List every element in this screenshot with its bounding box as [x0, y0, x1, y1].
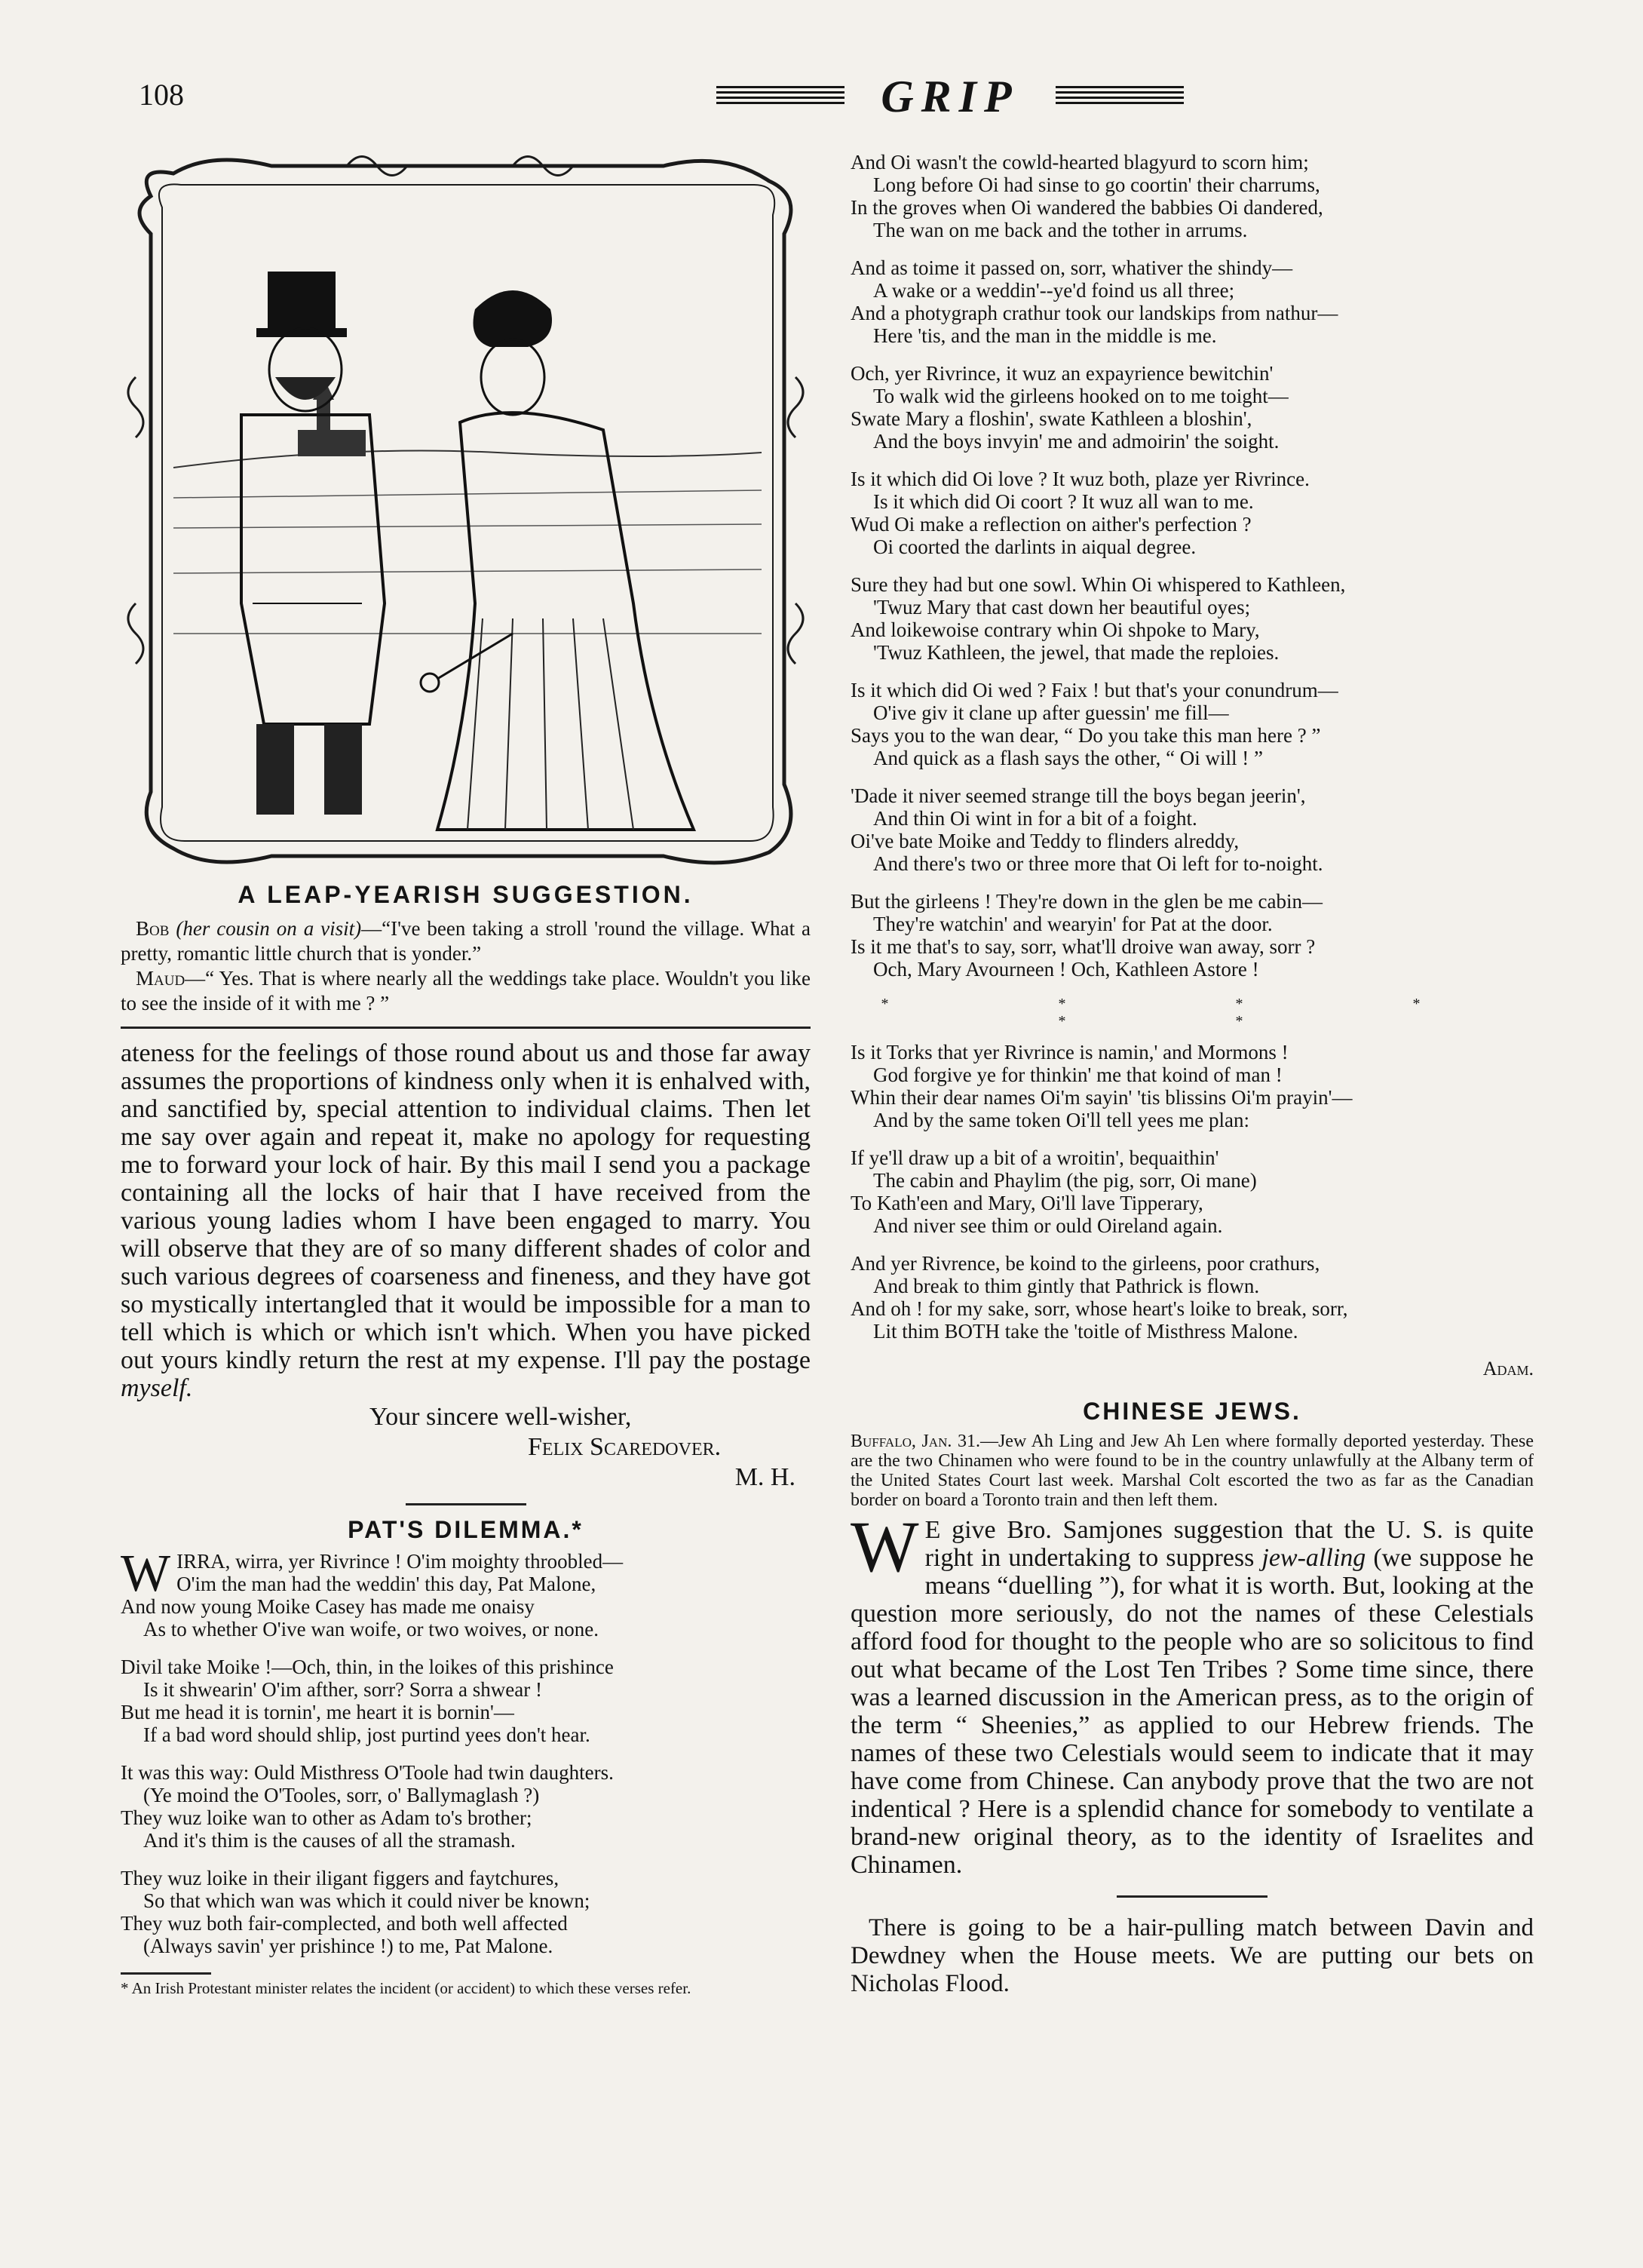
poem-line: Says you to the wan dear, “ Do you take this man here ? ” [851, 724, 1321, 747]
dropcap: W [851, 1506, 919, 1587]
poem-line: It was this way: Ould Misthress O'Toole had twin daughters. [121, 1761, 614, 1784]
pats-dilemma-stanzas-right [851, 151, 1534, 1343]
poem-stanza [851, 1252, 1534, 1343]
left-column [121, 151, 811, 1997]
poem-stanza [851, 890, 1534, 981]
letter-text: ateness for the feelings of those round about us and those far away assumes the proportions of kindness only when it is enhalved with, and sanctified by, special attention to individual claims. Then let me say over again and repeat it, make no apology for requesting me to forward your lock of hair. By this mail I send you a package containing all the locks of hair that I have received from the various young ladies whom I have been engaged to marry. You will observe that they are of so many different shades of color and such various degrees of coarseness and fineness, and they have got so mystically intertangled that it would be impossible for a man to tell which is which or which isn't which. When you have picked out yours kindly return the rest at my expense. I'll pay the postage [121, 1039, 811, 1374]
poem-line: Lit thim BOTH take the 'toitle of Misthress Malone. [873, 1320, 1298, 1343]
cartoon-caption-maud [121, 966, 811, 1016]
page-header [121, 66, 1538, 134]
masthead [716, 66, 1184, 127]
closing-note: There is going to be a hair-pulling match between Davin and Dewdney when the House meets. We are putting our bets on Nicholas Flood. [851, 1914, 1534, 1997]
poem-line: They're watchin' and wearyin' for Pat at the door. [873, 913, 1273, 935]
poem-stanza [121, 1545, 811, 1640]
poem-line: And oh ! for my sake, sorr, whose heart's loike to break, sorr, [851, 1297, 1348, 1320]
figure-man [241, 272, 385, 815]
poem-stanza [851, 468, 1534, 558]
pats-dilemma-stanzas-left [121, 1545, 811, 1957]
letter-signer: Felix Scaredover. [528, 1433, 722, 1461]
poem-line: If a bad word should shlip, jost purtind yees don't hear. [143, 1723, 590, 1746]
figure-woman [421, 290, 694, 830]
poem-line: Swate Mary a floshin', swate Kathleen a bloshin', [851, 407, 1252, 430]
poem-line: And as toime it passed on, sorr, whativer the shindy— [851, 256, 1293, 279]
poem-line: Is it which did Oi coort ? It wuz all wan to me. [873, 490, 1254, 513]
poem-line: The cabin and Phaylim (the pig, sorr, Oi mane) [873, 1169, 1257, 1192]
maud-line: —“ Yes. That is where nearly all the weddings take place. Wouldn't you like to see the inside of it with me ? ” [121, 967, 811, 1014]
poem-line: Divil take Moike !—Och, thin, in the loikes of this prishince [121, 1656, 614, 1678]
poem-stanza [851, 573, 1534, 664]
letter-closing: Your sincere well-wisher, [369, 1403, 632, 1431]
page-number: 108 [139, 78, 184, 112]
poem-line: But me head it is tornin', me heart it is bornin'— [121, 1701, 514, 1723]
poem-line: Oi coorted the darlints in aiqual degree. [873, 536, 1197, 558]
divider [1117, 1895, 1268, 1898]
poem-author: Adam. [1482, 1358, 1534, 1380]
poem-line: And loikewoise contrary whin Oi shpoke to Mary, [851, 618, 1260, 641]
poem-line: They wuz both fair-complected, and both well affected [121, 1912, 568, 1935]
poem-line: They wuz loike in their iligant figgers and faytchures, [121, 1867, 559, 1889]
poem-line: 'Twuz Mary that cast down her beautiful oyes; [873, 596, 1251, 618]
poem-line: A wake or a weddin'--ye'd foind us all three; [873, 279, 1235, 302]
poem-line: The wan on me back and the tother in arrums. [873, 219, 1248, 241]
poem-line: And by the same token Oi'll tell yees me plan: [873, 1109, 1249, 1131]
letter-emphasis: myself. [121, 1374, 193, 1402]
poem-line: 'Dade it niver seemed strange till the boys began jeerin', [851, 784, 1306, 807]
poem-line: Is it which did Oi wed ? Faix ! but that's your conundrum— [851, 679, 1338, 701]
cartoon-caption-bob [121, 916, 811, 966]
poem-line: And the boys invyin' me and admoirin' the soight. [873, 430, 1280, 453]
poem-line: (Always savin' yer prishince !) to me, Pat Malone. [143, 1935, 553, 1957]
poem-line: As to whether O'ive wan woife, or two woives, or none. [143, 1618, 599, 1640]
poem-line: (Ye moind the O'Tooles, sorr, o' Ballymaglash ?) [143, 1784, 540, 1806]
poem-line: And yer Rivrence, be koind to the girleens, poor crathurs, [851, 1252, 1320, 1275]
stage-direction: (her cousin on a visit) [176, 917, 362, 940]
poem-line: And quick as a flash says the other, “ Oi will ! ” [873, 747, 1264, 769]
poem-line: 'Twuz Kathleen, the jewel, that made the reploies. [873, 641, 1280, 664]
editorial-body [851, 1506, 1534, 1879]
poem-stanza [851, 1146, 1534, 1237]
stanza-separator-stars: * * * * * * [881, 996, 1504, 1030]
poem-line: Is it Torks that yer Rivrince is namin,' and Mormons ! [851, 1041, 1289, 1063]
poem-line: To Kath'een and Mary, Oi'll lave Tipperary, [851, 1192, 1203, 1214]
poem-stanza [121, 1867, 811, 1957]
poem-line: But the girleens ! They're down in the glen be me cabin— [851, 890, 1323, 913]
poem-line: And there's two or three more that Oi left for to-noight. [873, 852, 1323, 875]
poem-stanza [851, 1041, 1534, 1131]
poem-line: O'im the man had the weddin' this day, Pat Malone, [176, 1573, 596, 1595]
poem-line: Here 'tis, and the man in the middle is me. [873, 324, 1217, 347]
cartoon-drawing [121, 151, 811, 875]
bob-line: —“I've been taking a stroll 'round the village. What a pretty, romantic little church that is yonder.” [121, 917, 811, 965]
poem-stanza [121, 1656, 811, 1746]
poem-line: Och, yer Rivrince, it wuz an expayrience bewitchin' [851, 362, 1274, 385]
poem-line: Is it shwearin' O'im afther, sorr? Sorra a shwear ! [143, 1678, 542, 1701]
poem-line: Is it which did Oi love ? It wuz both, plaze yer Rivrince. [851, 468, 1310, 490]
letter-body [121, 1039, 811, 1402]
poem-line: To walk wid the girleens hooked on to me toight— [873, 385, 1289, 407]
masthead-rule-right [1056, 86, 1184, 106]
footnote-rule [121, 1972, 211, 1975]
editorial-emphasis: jew-alling [1261, 1544, 1366, 1572]
poem-line: They wuz loike wan to other as Adam to's brother; [121, 1806, 532, 1829]
cartoon-illustration [121, 151, 811, 875]
poem-line: Long before Oi had sinse to go coortin' their charrums, [873, 173, 1320, 196]
poem-line: Oi've bate Moike and Teddy to flinders alreddy, [851, 830, 1240, 852]
poem-line: O'ive giv it clane up after guessin' me fill— [873, 701, 1229, 724]
right-column [851, 151, 1534, 1998]
poem-line: And it's thim is the causes of all the stramash. [143, 1829, 516, 1852]
masthead-rule-left [716, 86, 844, 106]
speaker-bob: Bob [136, 917, 170, 940]
masthead-title: GRIP [881, 72, 1019, 121]
poem-line: And a photygraph crathur took our landskips from nathur— [851, 302, 1338, 324]
poem-line: And now young Moike Casey has made me onaisy [121, 1595, 535, 1618]
poem-line: God forgive ye for thinkin' me that koind of man ! [873, 1063, 1283, 1086]
poem-line: Sure they had but one sowl. Whin Oi whispered to Kathleen, [851, 573, 1346, 596]
chinese-jews-title: CHINESE JEWS. [1083, 1398, 1301, 1425]
poem-line: Wud Oi make a reflection on aither's perfection ? [851, 513, 1252, 536]
poem-line: And thin Oi wint in for a bit of a foight. [873, 807, 1197, 830]
poem-stanza [851, 256, 1534, 347]
poem-line: And niver see thim or ould Oireland again. [873, 1214, 1223, 1237]
poem-line: Is it me that's to say, sorr, what'll droive wan away, sorr ? [851, 935, 1316, 958]
poem-line: Whin their dear names Oi'm sayin' 'tis blissins Oi'm prayin'— [851, 1086, 1353, 1109]
poem-line: And Oi wasn't the cowld-hearted blagyurd to scorn him; [851, 151, 1309, 173]
speaker-maud: Maud [136, 967, 185, 990]
poem-stanza [851, 784, 1534, 875]
divider [121, 1027, 811, 1029]
poem-stanza [851, 151, 1534, 241]
poem-stanza [851, 679, 1534, 769]
letter-initials: M. H. [734, 1463, 795, 1491]
poem-stanza [851, 362, 1534, 453]
editorial-text-b: (we suppose he means “duelling ”), for what it is worth. But, looking at the question more seriously, do not the names of these Celestials afford food for thought to the people who are so solicitous to find out what became of the Lost Ten Tribes ? Some time since, there was a learned discussion in the American press, as to the origin of the term “ Sheenies,” as applied to our Hebrew friends. The names of these two Celestials would seem to indicate that it may have come from Chinese. Can anybody prove that the two are not indentical ? Here is a splendid chance for somebody to ventilate a brand-new original theory, as to the identity of Israelites and Chinamen. [851, 1544, 1534, 1879]
poem-stanza [121, 1761, 811, 1852]
cartoon-title: A LEAP-YEARISH SUGGESTION. [238, 881, 694, 908]
poem-line: IRRA, wirra, yer Rivrince ! O'im moighty throobled— [176, 1550, 624, 1573]
news-dateline: Buffalo, Jan. 31. [851, 1432, 980, 1451]
poem-line: So that which wan was which it could niver be known; [143, 1889, 590, 1912]
footnote: * An Irish Protestant minister relates the incident (or accident) to which these verses refer. [121, 1979, 691, 1997]
editorial-text-a: E give Bro. Samjones suggestion that the U. S. is quite right in undertaking to suppress [924, 1516, 1534, 1572]
news-item [851, 1432, 1534, 1510]
news-text: —Jew Ah Ling and Jew Ah Len where formally deported yesterday. These are the two Chinamen who were found to be in the country unlawfully at the Albany term of the United States Court last week. Marshal Colt escorted the two as far as the Canadian border on board a Toronto train and then left them. [851, 1432, 1534, 1510]
poem-dropcap: W [121, 1545, 171, 1603]
poem-line: And break to thim gintly that Pathrick is flown. [873, 1275, 1260, 1297]
pats-dilemma-title: PAT'S DILEMMA.* [348, 1516, 584, 1543]
poem-line: In the groves when Oi wandered the babbies Oi dandered, [851, 196, 1323, 219]
divider [406, 1503, 526, 1505]
poem-line: If ye'll draw up a bit of a wroitin', bequaithin' [851, 1146, 1219, 1169]
poem-line: Och, Mary Avourneen ! Och, Kathleen Astore ! [873, 958, 1259, 981]
